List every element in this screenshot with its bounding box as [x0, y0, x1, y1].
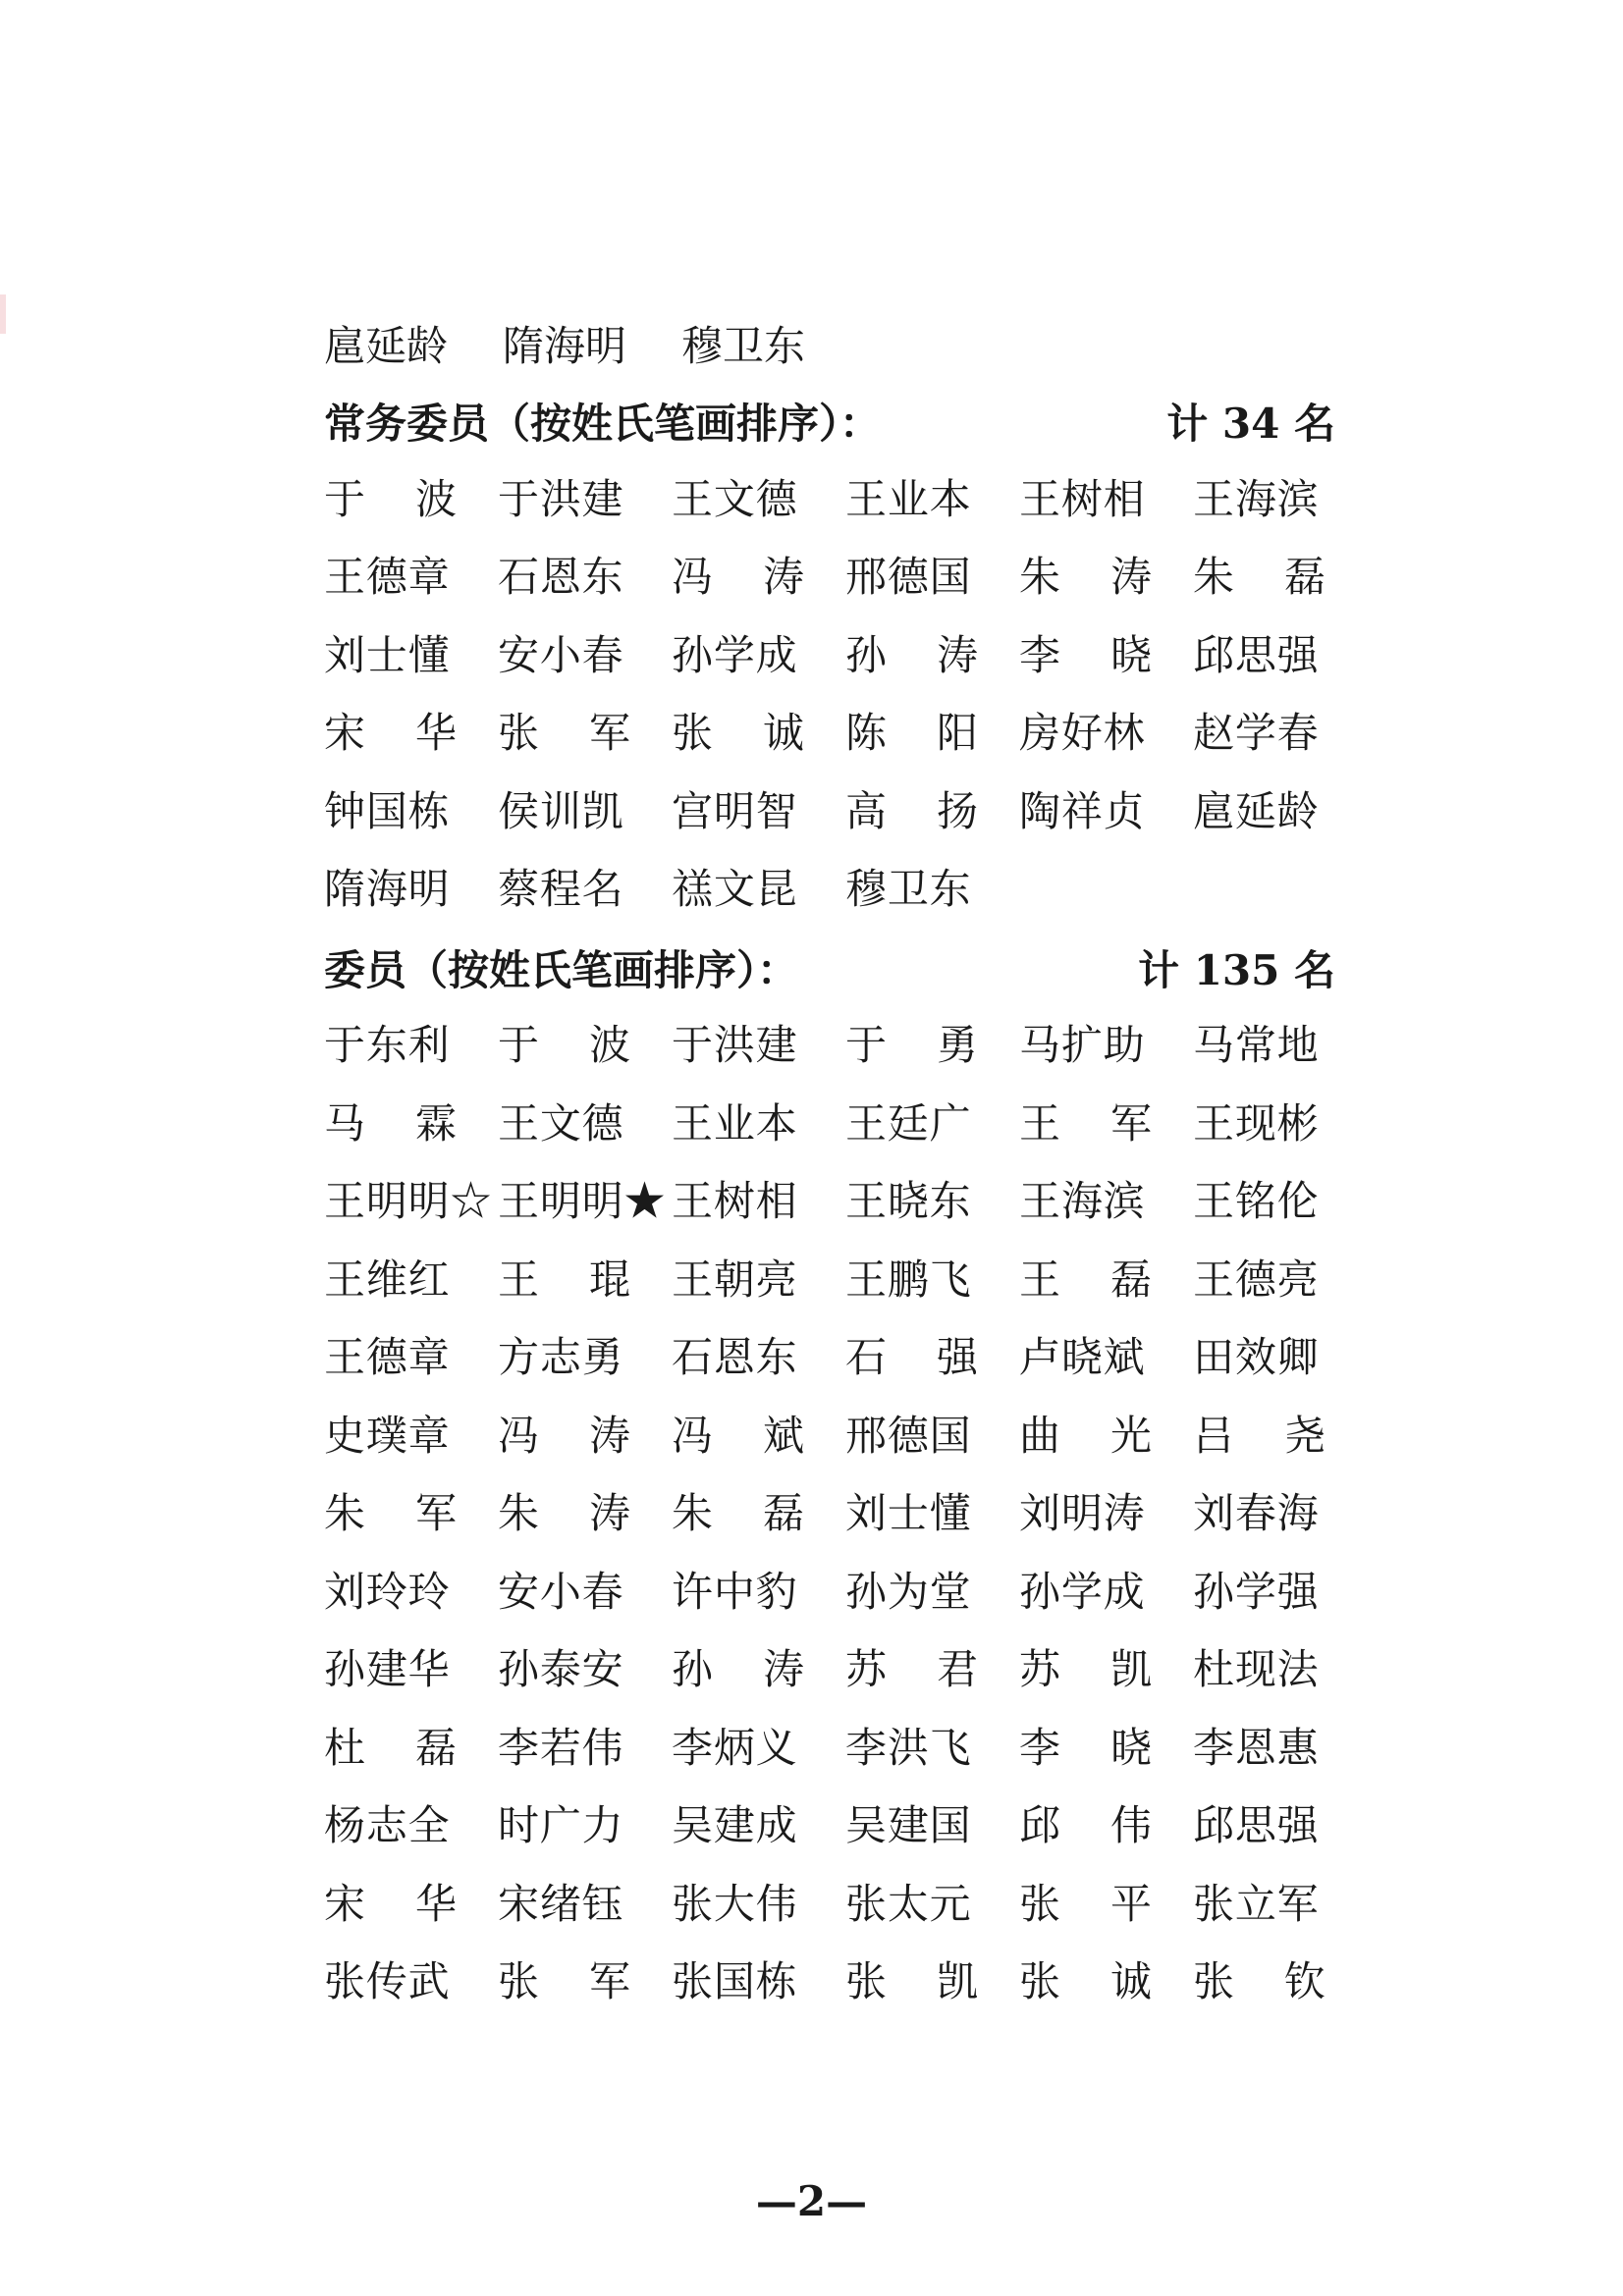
document-content	[324, 304, 1335, 2021]
person-name: 穆卫东	[845, 865, 972, 914]
lead-names-line	[324, 304, 1335, 383]
members-heading	[324, 929, 1335, 1007]
person-name: 孙建华	[324, 1645, 451, 1694]
person-name: 时广力	[498, 1801, 624, 1850]
name-row	[324, 1163, 1335, 1242]
person-name: 石恩东	[672, 1333, 798, 1382]
person-name: 于 勇	[845, 1021, 978, 1070]
person-name: 王明明★	[498, 1177, 667, 1226]
person-name: 张 诚	[672, 709, 804, 758]
person-name: 王业本	[845, 474, 972, 523]
person-name: 宋 华	[324, 709, 457, 758]
name-row	[324, 1709, 1335, 1788]
name-row	[324, 1631, 1335, 1710]
person-name: 王 磊	[1019, 1255, 1152, 1304]
name-row	[324, 1397, 1335, 1475]
person-name: 石 强	[845, 1333, 978, 1382]
person-name: 卢晓斌	[1019, 1333, 1146, 1382]
person-name: 王 军	[1019, 1098, 1152, 1148]
members-names-grid	[324, 1007, 1335, 2022]
person-name: 李 晓	[1019, 1723, 1152, 1772]
person-name: 王海滨	[1193, 474, 1320, 523]
edge-mark	[0, 294, 6, 334]
person-name: 王业本	[672, 1098, 798, 1148]
name-row	[324, 1007, 1335, 1086]
name-row	[324, 1241, 1335, 1319]
person-name: 杜现法	[1193, 1645, 1320, 1694]
person-name: 王铭伦	[1193, 1177, 1320, 1226]
person-name: 宋 华	[324, 1879, 457, 1928]
name-row	[324, 539, 1335, 617]
person-name: 杜 磊	[324, 1723, 457, 1772]
person-name: 王 琨	[498, 1255, 630, 1304]
person-name: 孙学成	[1019, 1567, 1146, 1616]
person-name: 孙学强	[1193, 1567, 1320, 1616]
person-name: 张大伟	[672, 1879, 798, 1928]
person-name: 冯 涛	[672, 553, 804, 602]
person-name: 张 诚	[1019, 1957, 1152, 2006]
person-name: 王鹏飞	[845, 1255, 972, 1304]
lead-name: 扈延龄	[324, 321, 449, 370]
person-name: 高 扬	[845, 786, 978, 835]
person-name: 王廷广	[845, 1098, 972, 1148]
person-name: 邱 伟	[1019, 1801, 1152, 1850]
person-name: 刘明涛	[1019, 1489, 1146, 1538]
person-name: 朱 磊	[1193, 553, 1325, 602]
person-name: 王文德	[672, 474, 798, 523]
person-name: 安小春	[498, 630, 624, 679]
person-name: 王德亮	[1193, 1255, 1320, 1304]
name-row	[324, 1865, 1335, 1944]
page-number: —2—	[755, 2177, 868, 2225]
person-name: 王朝亮	[672, 1255, 798, 1304]
person-name: 孙为堂	[845, 1567, 972, 1616]
person-name: 隋海明	[324, 865, 451, 914]
person-name: 张国栋	[672, 1957, 798, 2006]
members-count: 计 135 名	[1138, 945, 1335, 994]
person-name: 孙泰安	[498, 1645, 624, 1694]
person-name: 王晓东	[845, 1177, 972, 1226]
person-name: 王明明☆	[324, 1177, 493, 1226]
lead-name: 隋海明	[503, 321, 627, 370]
person-name: 苏 凯	[1019, 1645, 1152, 1694]
name-row	[324, 460, 1335, 539]
person-name: 马 霖	[324, 1098, 457, 1148]
person-name: 王现彬	[1193, 1098, 1320, 1148]
name-row	[324, 1319, 1335, 1398]
person-name: 朱 磊	[672, 1489, 804, 1538]
name-row	[324, 851, 1335, 930]
person-name: 陈 阳	[845, 709, 978, 758]
person-name: 史璞章	[324, 1411, 451, 1460]
person-name: 张 钦	[1193, 1957, 1325, 2006]
person-name: 邱思强	[1193, 630, 1320, 679]
person-name: 曲 光	[1019, 1411, 1152, 1460]
person-name: 吴建成	[672, 1801, 798, 1850]
name-row	[324, 1475, 1335, 1554]
person-name: 张立军	[1193, 1879, 1320, 1928]
person-name: 苏 君	[845, 1645, 978, 1694]
person-name: 钟国栋	[324, 786, 451, 835]
members-heading-text: 委员（按姓氏笔画排序）：	[324, 945, 799, 994]
person-name: 陶祥贞	[1019, 786, 1146, 835]
person-name: 李恩惠	[1193, 1723, 1320, 1772]
standing-committee-heading	[324, 383, 1335, 461]
person-name: 扈延龄	[1193, 786, 1320, 835]
person-name: 邢德国	[845, 1411, 972, 1460]
person-name: 于洪建	[498, 474, 624, 523]
person-name: 马扩助	[1019, 1021, 1146, 1070]
person-name: 张 平	[1019, 1879, 1152, 1928]
person-name: 王树相	[1019, 474, 1146, 523]
person-name: 宋绪钰	[498, 1879, 624, 1928]
person-name: 李洪飞	[845, 1723, 972, 1772]
person-name: 王海滨	[1019, 1177, 1146, 1226]
person-name: 张 军	[498, 709, 630, 758]
name-row	[324, 1553, 1335, 1631]
person-name: 于 波	[324, 474, 457, 523]
person-name: 侯训凯	[498, 786, 624, 835]
person-name: 李若伟	[498, 1723, 624, 1772]
person-name: 禚文昆	[672, 865, 798, 914]
person-name: 冯 斌	[672, 1411, 804, 1460]
person-name: 马常地	[1193, 1021, 1320, 1070]
person-name: 于东利	[324, 1021, 451, 1070]
person-name: 石恩东	[498, 553, 624, 602]
name-row	[324, 1085, 1335, 1163]
lead-name: 穆卫东	[681, 321, 806, 370]
person-name: 李炳义	[672, 1723, 798, 1772]
person-name: 李 晓	[1019, 630, 1152, 679]
person-name: 张 军	[498, 1957, 630, 2006]
person-name: 张 凯	[845, 1957, 978, 2006]
person-name: 方志勇	[498, 1333, 624, 1382]
person-name: 邢德国	[845, 553, 972, 602]
person-name: 于 波	[498, 1021, 630, 1070]
person-name: 吕 尧	[1193, 1411, 1325, 1460]
person-name: 房好林	[1019, 709, 1146, 758]
person-name: 许中豹	[672, 1567, 798, 1616]
person-name: 宫明智	[672, 786, 798, 835]
person-name: 孙 涛	[845, 630, 978, 679]
person-name: 王德章	[324, 1333, 451, 1382]
person-name: 王文德	[498, 1098, 624, 1148]
name-row	[324, 616, 1335, 695]
person-name: 田效卿	[1193, 1333, 1320, 1382]
person-name: 王德章	[324, 553, 451, 602]
standing-heading-text: 常务委员（按姓氏笔画排序）：	[324, 400, 882, 449]
person-name: 冯 涛	[498, 1411, 630, 1460]
name-row	[324, 1788, 1335, 1866]
person-name: 孙 涛	[672, 1645, 804, 1694]
person-name: 朱 军	[324, 1489, 457, 1538]
person-name: 张传武	[324, 1957, 451, 2006]
person-name: 邱思强	[1193, 1801, 1320, 1850]
person-name: 张太元	[845, 1879, 972, 1928]
person-name: 王树相	[672, 1177, 798, 1226]
person-name: 刘士懂	[845, 1489, 972, 1538]
person-name: 刘春海	[1193, 1489, 1320, 1538]
person-name: 赵学春	[1193, 709, 1320, 758]
person-name: 杨志全	[324, 1801, 451, 1850]
person-name: 王维红	[324, 1255, 451, 1304]
standing-count: 计 34 名	[1166, 400, 1335, 449]
name-row	[324, 695, 1335, 774]
person-name: 安小春	[498, 1567, 624, 1616]
person-name: 刘玲玲	[324, 1567, 451, 1616]
standing-names-grid	[324, 460, 1335, 929]
person-name: 刘士懂	[324, 630, 451, 679]
person-name: 孙学成	[672, 630, 798, 679]
person-name: 于洪建	[672, 1021, 798, 1070]
person-name: 吴建国	[845, 1801, 972, 1850]
person-name: 蔡程名	[498, 865, 624, 914]
name-row	[324, 773, 1335, 851]
name-row	[324, 1944, 1335, 2022]
person-name: 朱 涛	[498, 1489, 630, 1538]
person-name: 朱 涛	[1019, 553, 1152, 602]
